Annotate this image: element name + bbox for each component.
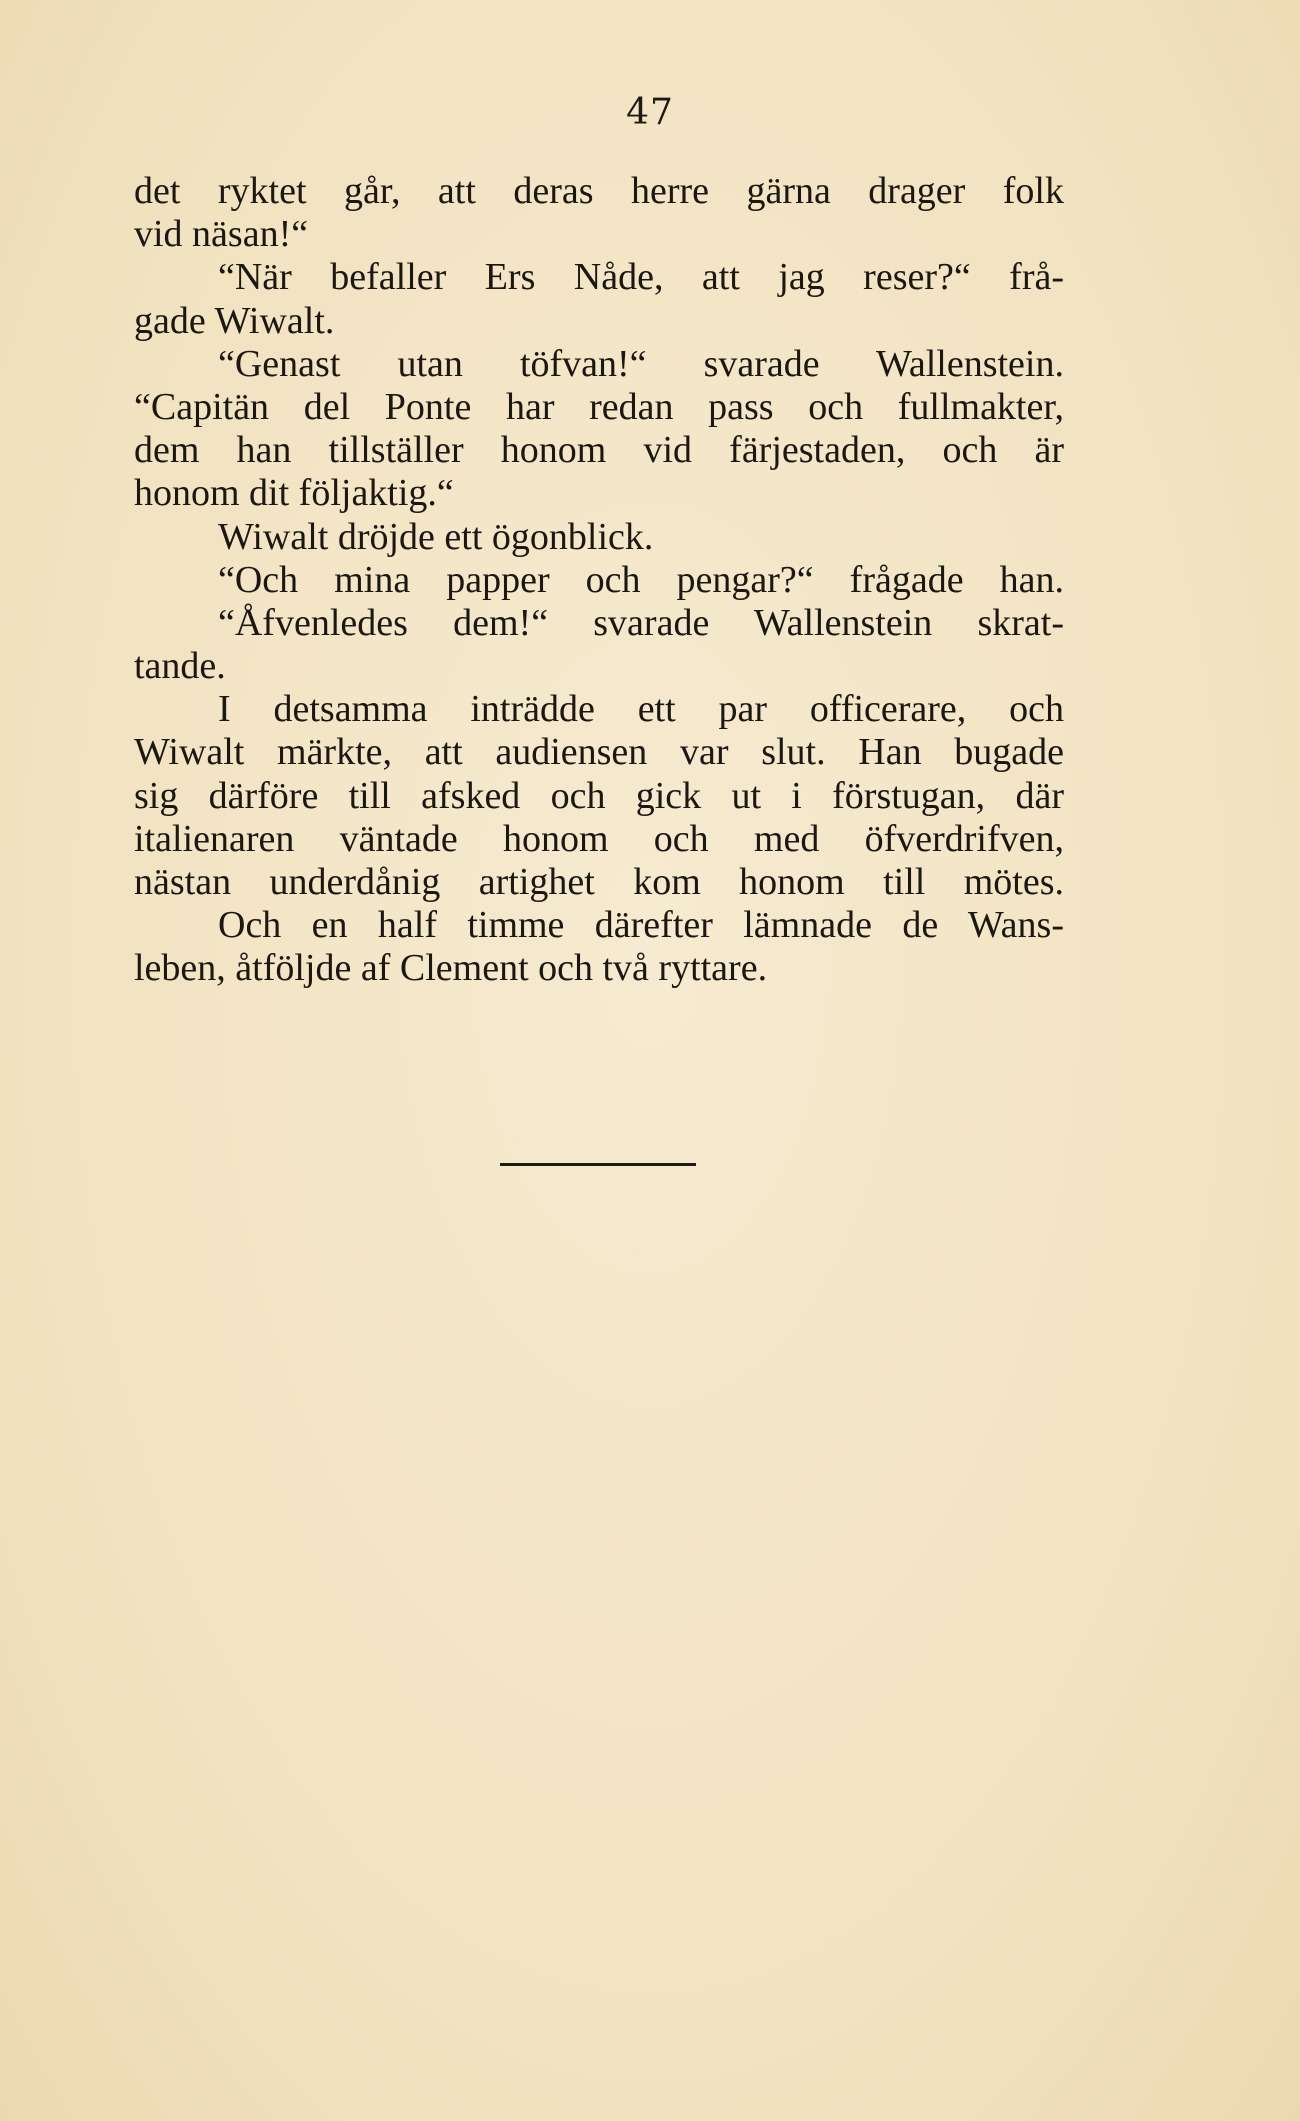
text-line: dem han tillställer honom vid färjestaden, och är (134, 429, 1064, 472)
text-line: vid näsan!“ (134, 213, 309, 256)
text-line: “När befaller Ers Nåde, att jag reser?“ frå- (218, 256, 1064, 299)
text-line: gade Wiwalt. (134, 299, 335, 342)
text-line: leben, åtföljde af Clement och två ryttare. (134, 947, 768, 990)
text-line: sig därföre till afsked och gick ut i förstugan, där (134, 774, 1064, 817)
text-line: nästan underdånig artighet kom honom till mötes. (134, 861, 1064, 903)
text-line: I detsamma inträdde ett par officerare, och (218, 688, 1064, 731)
section-divider (500, 1163, 696, 1166)
text-line: Och en half timme därefter lämnade de Wans- (218, 904, 1064, 947)
text-line: “Capitän del Ponte har redan pass och fullmakter, (134, 385, 1064, 428)
text-line: tande. (134, 645, 226, 688)
body-text (134, 170, 1064, 991)
text-line: “Genast utan töfvan!“ svarade Wallenstein. (218, 342, 1064, 385)
text-line: Wiwalt dröjde ett ögonblick. (218, 515, 654, 558)
text-line: “Och mina papper och pengar?“ frågade han. (218, 558, 1064, 601)
text-line: det ryktet går, att deras herre gärna drager folk (134, 170, 1064, 212)
text-line: Wiwalt märkte, att audiensen var slut. Han bugade (134, 731, 1064, 774)
page-number: 47 (626, 92, 674, 133)
text-line: “Åfvenledes dem!“ svarade Wallenstein skrat- (218, 601, 1064, 644)
text-line: italienaren väntade honom och med öfverdrifven, (134, 817, 1064, 860)
text-line: honom dit följaktig.“ (134, 472, 454, 515)
